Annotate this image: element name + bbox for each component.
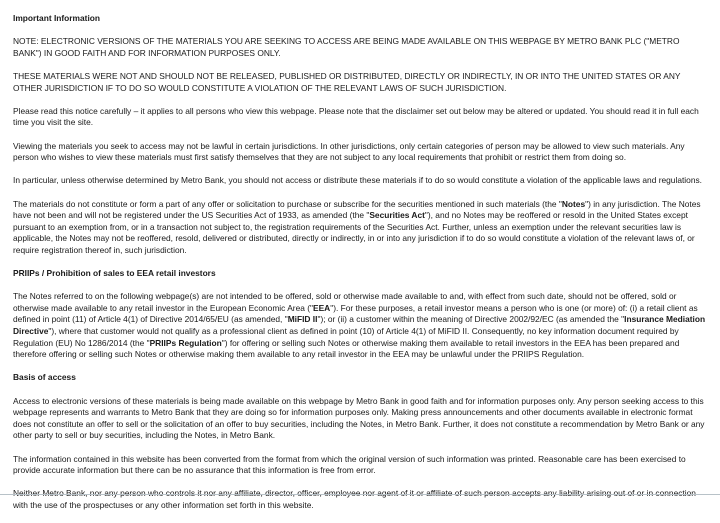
notice-paragraph-information-converted: The information contained in this website has been converted from the format from which the original version of such information was printed. Reasonable care has been exercised to provide accurate information but there can be no assurance that this information is free from error. [13,453,686,476]
disclaimer-content [13,13,707,523]
text-fragment: ") for offering or selling such Notes or otherwise making them available to retail investors in the EEA has been prepared and therefore offering or selling such Notes or otherwise making them available to any retail investor in the EEA may be unlawful under the PRIIPS Regulation. [13,337,680,360]
defined-term-eea: EEA [312,302,331,313]
defined-term-notes: Notes [561,198,586,209]
notice-paragraph-read-carefully: Please read this notice carefully – it applies to all persons who view this webpage. Please note that the disclaimer set out below may be altered or updated. You should read it in full each time you visit the site. [13,105,699,128]
defined-term-mifid: MiFID II [287,314,318,325]
defined-term-securities-act: Securities Act [369,210,425,221]
text-fragment: "), and no Notes may be reoffered or resold in the United States except pursuant to an exemption from, or in a transaction not subject to, the registration requirements of the Securities Act. Further, unless an exemption under the relevant securities law is applicable, the Notes may not be reoffered, resold, delivered or distributed, directly or indirectly, in or into any jurisdiction if to do so would constitute a violation of the relevant laws of, or require registration thereof in, such jurisdiction. [13,210,695,255]
text-fragment: The materials do not constitute or form a part of any offer or solicitation to purchase or subscribe for the securities mentioned in such materials (the " [13,198,562,209]
page-title: Important Information [13,13,101,23]
text-fragment: The Notes referred to on the following webpage(s) are not intended to be offered, sold or otherwise made available to and, with effect from such date, should not be offered, sold or otherwise made available to any retail investor in the European Economic Area (" [13,291,677,313]
notice-paragraph-in-particular: In particular, unless otherwise determined by Metro Bank, you should not access or distribute these materials if to do so would constitute a violation of the applicable laws and regulations. [13,175,702,186]
notice-paragraph-liability: Neither Metro Bank, nor any person who controls it nor any affiliate, director, officer, employee nor agent of it or affiliate of such person accepts any liability arising out of or in connection with the use of the prospectuses or any other information set forth in this website. [13,488,696,510]
text-fragment: "), where that customer would not qualify as a professional client as defined in point (10) of Article 4(1) of MiFID II. Consequently, no key information document required by Regulation (EU) No 1286/2014 (the " [13,326,679,348]
notice-paragraph-jurisdiction: THESE MATERIALS WERE NOT AND SHOULD NOT BE RELEASED, PUBLISHED OR DISTRIBUTED, DIRECTLY OR INDIRECTLY, IN OR INTO THE UNITED STATES OR ANY OTHER JURISDICTION IF TO DO SO WOULD CONSTITUTE A VIOLATION OF THE RELEVANT LAWS OF SUCH JURISDICTION. [13,70,681,93]
section-heading-basis-of-access: Basis of access [13,372,76,383]
notice-paragraph-securities [13,199,707,257]
notice-paragraph-electronic-versions: NOTE: ELECTRONIC VERSIONS OF THE MATERIALS YOU ARE SEEKING TO ACCESS ARE BEING MADE AVAILABLE ON THIS WEBPAGE BY METRO BANK PLC ("METRO BANK") IN GOOD FAITH AND FOR INFORMATION PURPOSES ONLY. [13,36,680,58]
text-fragment: "); or (ii) a customer within the meaning of Directive 2002/92/EC (as amended the " [317,314,625,325]
notice-paragraph-access: Access to electronic versions of these materials is being made available on this webpage by Metro Bank in good faith and for information purposes only. Any person seeking access to this webpage represents and warrants to Metro Bank that they are doing so for information purposes only. Making press announcements and other documents available in electronic format does not constitute an offer to sell or the solicitation of an offer to buy securities, including the Notes, in Metro Bank. Further, it does not constitute a recommendation by Metro Bank or any other party to sell or buy securities, including the Notes, in Metro Bank. [13,395,705,441]
defined-term-imd: Insurance Mediation Directive [13,314,706,337]
text-fragment: "). For these purposes, a retail investor means a person who is one (or more) of: (i) a retail client as defined in point (11) of Article 4(1) of Directive 2014/65/EU (as amended, " [13,302,698,325]
text-fragment: ") in any jurisdiction. The Notes have not been and will not be registered under the US Securities Act of 1933, as amended (the " [13,198,701,221]
notice-paragraph-priips [13,291,707,361]
section-heading-priips: PRIIPs / Prohibition of sales to EEA retail investors [13,268,216,279]
defined-term-priips: PRIIPs Regulation [149,337,222,348]
bottom-divider [0,494,720,495]
notice-paragraph-viewing-lawful: Viewing the materials you seek to access may not be lawful in certain jurisdictions. In other jurisdictions, only certain categories of person may be allowed to view such materials. Any person who wishes to view these materials must first satisfy themselves that they are not subject to any local requirements that prohibit or restrict them from doing so. [13,140,685,163]
